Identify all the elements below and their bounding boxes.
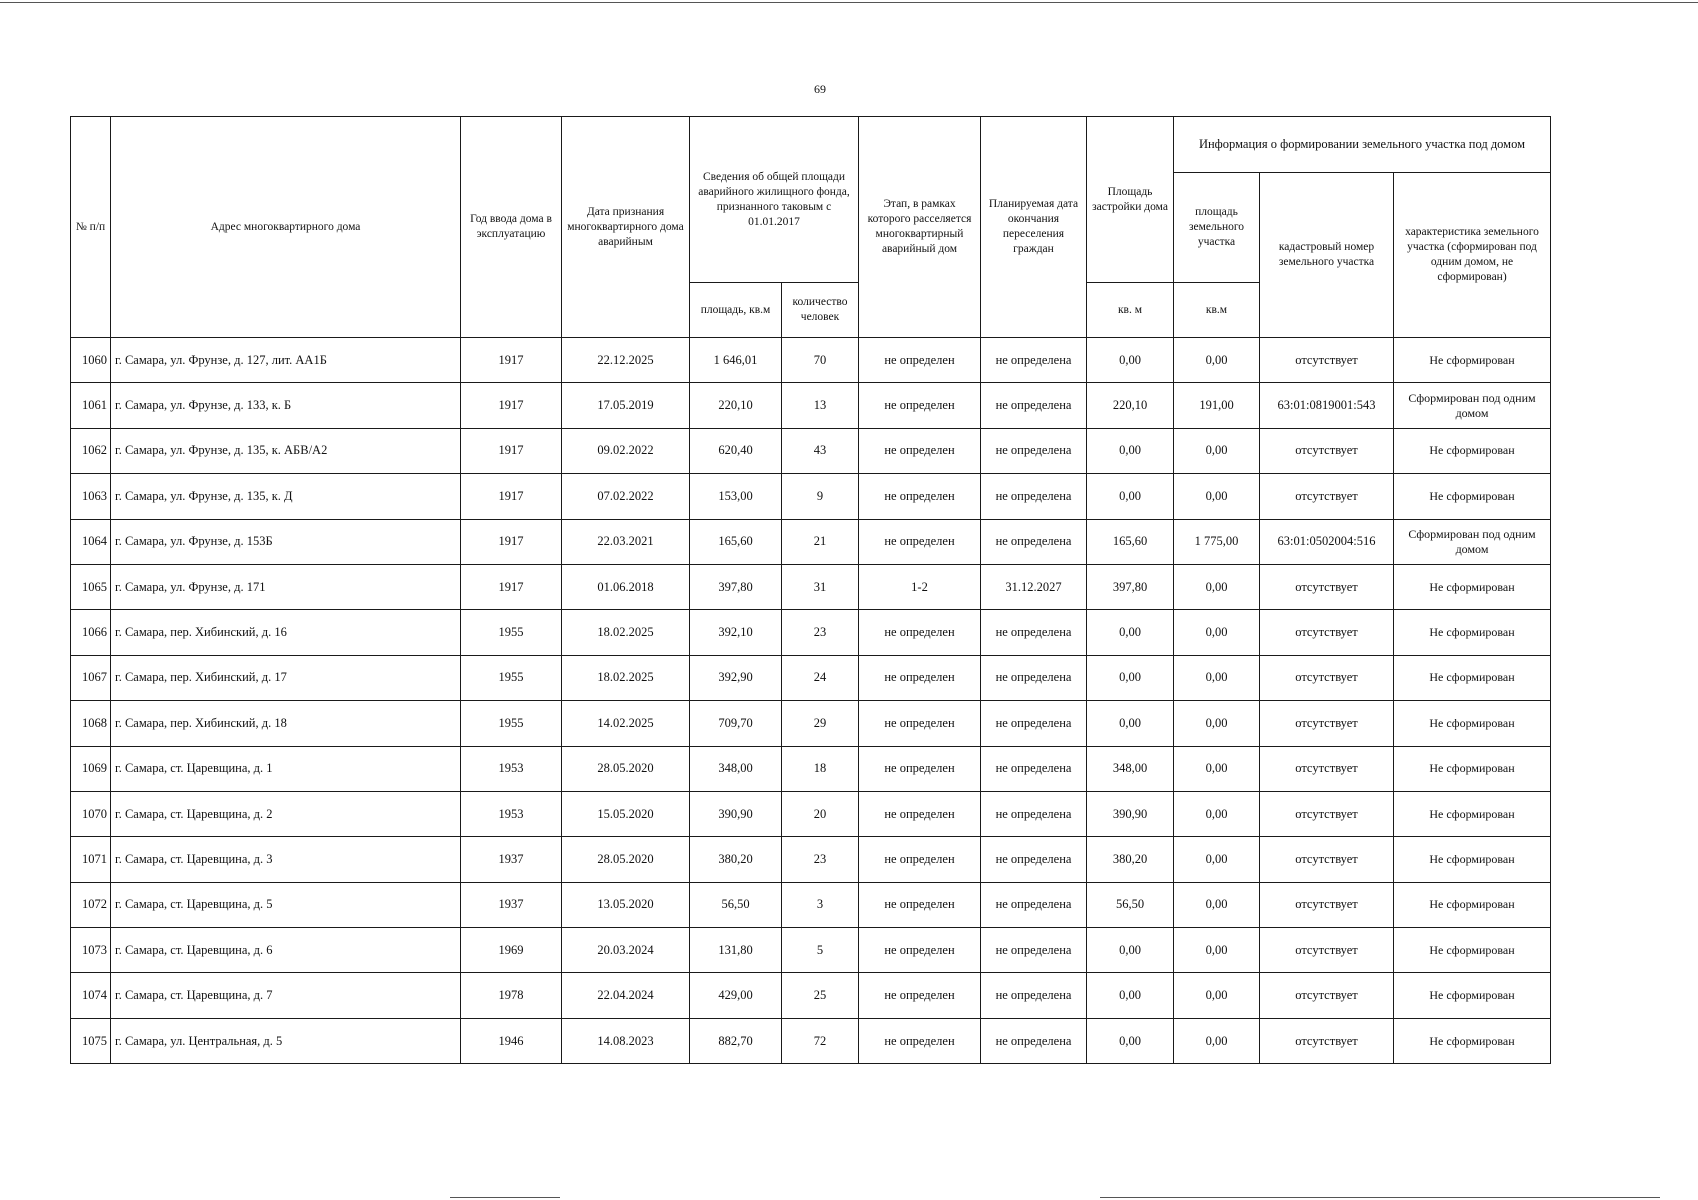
cell-year: 1917: [461, 383, 562, 428]
cell-year: 1917: [461, 338, 562, 383]
header-year: Год ввода дома в эксплуатацию: [461, 117, 562, 338]
cell-address: г. Самара, ст. Царевщина, д. 2: [111, 791, 461, 836]
cell-land-area: 0,00: [1174, 655, 1260, 700]
cell-land-area: 0,00: [1174, 701, 1260, 746]
cell-building-area: 0,00: [1087, 338, 1174, 383]
cell-date: 28.05.2020: [562, 746, 690, 791]
cell-year: 1955: [461, 701, 562, 746]
cell-land-area: 191,00: [1174, 383, 1260, 428]
cell-land-area: 0,00: [1174, 791, 1260, 836]
cell-address: г. Самара, ст. Царевщина, д. 5: [111, 882, 461, 927]
cell-planned: не определена: [981, 837, 1087, 882]
cell-num: 1063: [71, 474, 111, 519]
table-row: [71, 383, 1551, 428]
cell-planned: не определена: [981, 610, 1087, 655]
cell-num: 1062: [71, 428, 111, 473]
cell-num: 1065: [71, 564, 111, 609]
cell-date: 28.05.2020: [562, 837, 690, 882]
cell-people: 25: [782, 973, 859, 1018]
cell-area: 882,70: [690, 1018, 782, 1063]
cell-building-area: 397,80: [1087, 564, 1174, 609]
cell-building-area: 165,60: [1087, 519, 1174, 564]
cell-characteristic: Не сформирован: [1394, 610, 1551, 655]
header-planned-date: Планируемая дата окончания переселения граждан: [981, 117, 1087, 338]
cell-num: 1070: [71, 791, 111, 836]
cell-area: 390,90: [690, 791, 782, 836]
cell-people: 31: [782, 564, 859, 609]
cell-planned: не определена: [981, 973, 1087, 1018]
cell-building-area: 0,00: [1087, 701, 1174, 746]
cell-address: г. Самара, ул. Фрунзе, д. 135, к. Д: [111, 474, 461, 519]
cell-characteristic: Не сформирован: [1394, 882, 1551, 927]
cell-land-area: 0,00: [1174, 1018, 1260, 1063]
cell-planned: не определена: [981, 383, 1087, 428]
cell-planned: не определена: [981, 338, 1087, 383]
header-land-info: Информация о формировании земельного участка под домом: [1174, 117, 1551, 173]
table-row: [71, 564, 1551, 609]
cell-cadastral: отсутствует: [1260, 882, 1394, 927]
page-number: 69: [814, 82, 826, 96]
table-row: [71, 791, 1551, 836]
cell-date: 22.03.2021: [562, 519, 690, 564]
cell-num: 1066: [71, 610, 111, 655]
table-row: [71, 655, 1551, 700]
cell-characteristic: Не сформирован: [1394, 428, 1551, 473]
cell-land-area: 0,00: [1174, 746, 1260, 791]
cell-land-area: 0,00: [1174, 928, 1260, 973]
cell-people: 20: [782, 791, 859, 836]
cell-area: 709,70: [690, 701, 782, 746]
cell-characteristic: Не сформирован: [1394, 791, 1551, 836]
cell-building-area: 0,00: [1087, 474, 1174, 519]
header-people: количество человек: [782, 283, 859, 338]
cell-characteristic: Не сформирован: [1394, 837, 1551, 882]
cell-num: 1073: [71, 928, 111, 973]
cell-building-area: 220,10: [1087, 383, 1174, 428]
cell-num: 1061: [71, 383, 111, 428]
cell-cadastral: отсутствует: [1260, 655, 1394, 700]
cell-characteristic: Не сформирован: [1394, 564, 1551, 609]
cell-num: 1069: [71, 746, 111, 791]
header-cadastral: кадастровый номер земельного участка: [1260, 173, 1394, 338]
cell-area: 131,80: [690, 928, 782, 973]
header-characteristic: характеристика земельного участка (сформирован под одним домом, не сформирован): [1394, 173, 1551, 338]
cell-address: г. Самара, ул. Фрунзе, д. 127, лит. АА1Б: [111, 338, 461, 383]
cell-stage: не определен: [859, 1018, 981, 1063]
cell-date: 14.02.2025: [562, 701, 690, 746]
table-header: [71, 117, 1551, 338]
cell-stage: не определен: [859, 428, 981, 473]
cell-year: 1917: [461, 428, 562, 473]
table-row: [71, 1018, 1551, 1063]
cell-address: г. Самара, пер. Хибинский, д. 16: [111, 610, 461, 655]
table-row: [71, 428, 1551, 473]
cell-num: 1075: [71, 1018, 111, 1063]
cell-building-area: 0,00: [1087, 1018, 1174, 1063]
cell-characteristic: Не сформирован: [1394, 474, 1551, 519]
cell-planned: 31.12.2027: [981, 564, 1087, 609]
cell-stage: не определен: [859, 338, 981, 383]
cell-land-area: 0,00: [1174, 338, 1260, 383]
cell-stage: не определен: [859, 882, 981, 927]
cell-planned: не определена: [981, 655, 1087, 700]
cell-address: г. Самара, ул. Фрунзе, д. 153Б: [111, 519, 461, 564]
header-area-info: Сведения об общей площади аварийного жилищного фонда, признанного таковым с 01.01.2017: [690, 117, 859, 283]
cell-characteristic: Не сформирован: [1394, 701, 1551, 746]
cell-people: 13: [782, 383, 859, 428]
cell-num: 1067: [71, 655, 111, 700]
cell-area: 392,90: [690, 655, 782, 700]
cell-date: 17.05.2019: [562, 383, 690, 428]
cell-land-area: 0,00: [1174, 882, 1260, 927]
cell-date: 14.08.2023: [562, 1018, 690, 1063]
cell-address: г. Самара, ст. Царевщина, д. 1: [111, 746, 461, 791]
cell-date: 20.03.2024: [562, 928, 690, 973]
cell-date: 09.02.2022: [562, 428, 690, 473]
cell-date: 15.05.2020: [562, 791, 690, 836]
cell-stage: не определен: [859, 383, 981, 428]
table-row: [71, 338, 1551, 383]
cell-people: 23: [782, 837, 859, 882]
cell-building-area: 380,20: [1087, 837, 1174, 882]
cell-num: 1071: [71, 837, 111, 882]
cell-people: 23: [782, 610, 859, 655]
cell-year: 1969: [461, 928, 562, 973]
table-row: [71, 746, 1551, 791]
cell-area: 220,10: [690, 383, 782, 428]
cell-building-area: 0,00: [1087, 973, 1174, 1018]
table-row: [71, 519, 1551, 564]
header-area-sqm: площадь, кв.м: [690, 283, 782, 338]
cell-stage: не определен: [859, 610, 981, 655]
cell-planned: не определена: [981, 882, 1087, 927]
cell-characteristic: Сформирован под одним домом: [1394, 383, 1551, 428]
cell-people: 5: [782, 928, 859, 973]
cell-year: 1917: [461, 474, 562, 519]
cell-planned: не определена: [981, 701, 1087, 746]
cell-building-area: 0,00: [1087, 610, 1174, 655]
cell-num: 1060: [71, 338, 111, 383]
cell-area: 397,80: [690, 564, 782, 609]
cell-land-area: 0,00: [1174, 837, 1260, 882]
cell-area: 153,00: [690, 474, 782, 519]
cell-stage: не определен: [859, 973, 981, 1018]
cell-people: 21: [782, 519, 859, 564]
cell-address: г. Самара, ст. Царевщина, д. 3: [111, 837, 461, 882]
top-rule: [0, 2, 1698, 3]
table-row: [71, 474, 1551, 519]
cell-land-area: 0,00: [1174, 564, 1260, 609]
cell-area: 1 646,01: [690, 338, 782, 383]
cell-building-area: 390,90: [1087, 791, 1174, 836]
cell-stage: не определен: [859, 746, 981, 791]
cell-cadastral: 63:01:0502004:516: [1260, 519, 1394, 564]
cell-area: 392,10: [690, 610, 782, 655]
cell-cadastral: отсутствует: [1260, 701, 1394, 746]
header-land-area-unit: кв.м: [1174, 283, 1260, 338]
cell-date: 18.02.2025: [562, 610, 690, 655]
cell-year: 1937: [461, 837, 562, 882]
header-stage: Этап, в рамках которого расселяется многоквартирный аварийный дом: [859, 117, 981, 338]
cell-cadastral: отсутствует: [1260, 428, 1394, 473]
bottom-rule-left: [450, 1197, 560, 1198]
cell-people: 29: [782, 701, 859, 746]
cell-address: г. Самара, пер. Хибинский, д. 17: [111, 655, 461, 700]
cell-characteristic: Сформирован под одним домом: [1394, 519, 1551, 564]
cell-cadastral: отсутствует: [1260, 564, 1394, 609]
housing-table: [70, 116, 1551, 1064]
cell-people: 24: [782, 655, 859, 700]
cell-num: 1074: [71, 973, 111, 1018]
cell-land-area: 0,00: [1174, 428, 1260, 473]
cell-year: 1978: [461, 973, 562, 1018]
cell-people: 70: [782, 338, 859, 383]
cell-cadastral: отсутствует: [1260, 973, 1394, 1018]
cell-date: 18.02.2025: [562, 655, 690, 700]
cell-address: г. Самара, ст. Царевщина, д. 7: [111, 973, 461, 1018]
cell-year: 1946: [461, 1018, 562, 1063]
cell-area: 429,00: [690, 973, 782, 1018]
cell-cadastral: отсутствует: [1260, 474, 1394, 519]
cell-building-area: 0,00: [1087, 928, 1174, 973]
cell-address: г. Самара, ул. Фрунзе, д. 135, к. АБВ/А2: [111, 428, 461, 473]
cell-cadastral: отсутствует: [1260, 610, 1394, 655]
cell-num: 1068: [71, 701, 111, 746]
cell-people: 3: [782, 882, 859, 927]
cell-year: 1917: [461, 519, 562, 564]
cell-address: г. Самара, ул. Центральная, д. 5: [111, 1018, 461, 1063]
cell-area: 165,60: [690, 519, 782, 564]
cell-building-area: 348,00: [1087, 746, 1174, 791]
cell-planned: не определена: [981, 428, 1087, 473]
cell-land-area: 0,00: [1174, 610, 1260, 655]
cell-date: 07.02.2022: [562, 474, 690, 519]
cell-stage: не определен: [859, 655, 981, 700]
cell-planned: не определена: [981, 519, 1087, 564]
cell-date: 22.04.2024: [562, 973, 690, 1018]
cell-year: 1955: [461, 610, 562, 655]
cell-land-area: 0,00: [1174, 474, 1260, 519]
cell-planned: не определена: [981, 791, 1087, 836]
cell-characteristic: Не сформирован: [1394, 338, 1551, 383]
cell-address: г. Самара, пер. Хибинский, д. 18: [111, 701, 461, 746]
cell-land-area: 0,00: [1174, 973, 1260, 1018]
cell-cadastral: отсутствует: [1260, 1018, 1394, 1063]
cell-building-area: 56,50: [1087, 882, 1174, 927]
table-row: [71, 973, 1551, 1018]
cell-date: 22.12.2025: [562, 338, 690, 383]
bottom-rule-right: [1100, 1197, 1660, 1198]
header-date-recognized: Дата признания многоквартирного дома аварийным: [562, 117, 690, 338]
cell-people: 43: [782, 428, 859, 473]
table-row: [71, 701, 1551, 746]
table-row: [71, 837, 1551, 882]
cell-area: 348,00: [690, 746, 782, 791]
cell-year: 1955: [461, 655, 562, 700]
table-row: [71, 610, 1551, 655]
cell-stage: не определен: [859, 928, 981, 973]
table-row: [71, 882, 1551, 927]
cell-people: 9: [782, 474, 859, 519]
cell-date: 13.05.2020: [562, 882, 690, 927]
cell-year: 1937: [461, 882, 562, 927]
cell-people: 18: [782, 746, 859, 791]
cell-building-area: 0,00: [1087, 655, 1174, 700]
header-num: № п/п: [71, 117, 111, 338]
cell-characteristic: Не сформирован: [1394, 928, 1551, 973]
cell-stage: 1-2: [859, 564, 981, 609]
table-body: [71, 338, 1551, 1064]
cell-address: г. Самара, ул. Фрунзе, д. 133, к. Б: [111, 383, 461, 428]
cell-planned: не определена: [981, 474, 1087, 519]
cell-cadastral: отсутствует: [1260, 837, 1394, 882]
cell-num: 1072: [71, 882, 111, 927]
cell-cadastral: отсутствует: [1260, 746, 1394, 791]
table-row: [71, 928, 1551, 973]
cell-area: 56,50: [690, 882, 782, 927]
cell-year: 1917: [461, 564, 562, 609]
cell-cadastral: отсутствует: [1260, 338, 1394, 383]
cell-year: 1953: [461, 791, 562, 836]
cell-planned: не определена: [981, 746, 1087, 791]
cell-characteristic: Не сформирован: [1394, 655, 1551, 700]
cell-planned: не определена: [981, 928, 1087, 973]
cell-people: 72: [782, 1018, 859, 1063]
header-land-area: площадь земельного участка: [1174, 173, 1260, 283]
cell-date: 01.06.2018: [562, 564, 690, 609]
cell-cadastral: отсутствует: [1260, 928, 1394, 973]
cell-stage: не определен: [859, 701, 981, 746]
cell-address: г. Самара, ст. Царевщина, д. 6: [111, 928, 461, 973]
header-building-area-unit: кв. м: [1087, 283, 1174, 338]
cell-cadastral: отсутствует: [1260, 791, 1394, 836]
cell-stage: не определен: [859, 474, 981, 519]
cell-address: г. Самара, ул. Фрунзе, д. 171: [111, 564, 461, 609]
cell-area: 380,20: [690, 837, 782, 882]
cell-stage: не определен: [859, 519, 981, 564]
cell-stage: не определен: [859, 837, 981, 882]
cell-planned: не определена: [981, 1018, 1087, 1063]
header-address: Адрес многоквартирного дома: [111, 117, 461, 338]
header-building-area: Площадь застройки дома: [1087, 117, 1174, 283]
cell-cadastral: 63:01:0819001:543: [1260, 383, 1394, 428]
cell-year: 1953: [461, 746, 562, 791]
cell-num: 1064: [71, 519, 111, 564]
cell-stage: не определен: [859, 791, 981, 836]
cell-building-area: 0,00: [1087, 428, 1174, 473]
cell-area: 620,40: [690, 428, 782, 473]
cell-land-area: 1 775,00: [1174, 519, 1260, 564]
cell-characteristic: Не сформирован: [1394, 973, 1551, 1018]
cell-characteristic: Не сформирован: [1394, 1018, 1551, 1063]
cell-characteristic: Не сформирован: [1394, 746, 1551, 791]
